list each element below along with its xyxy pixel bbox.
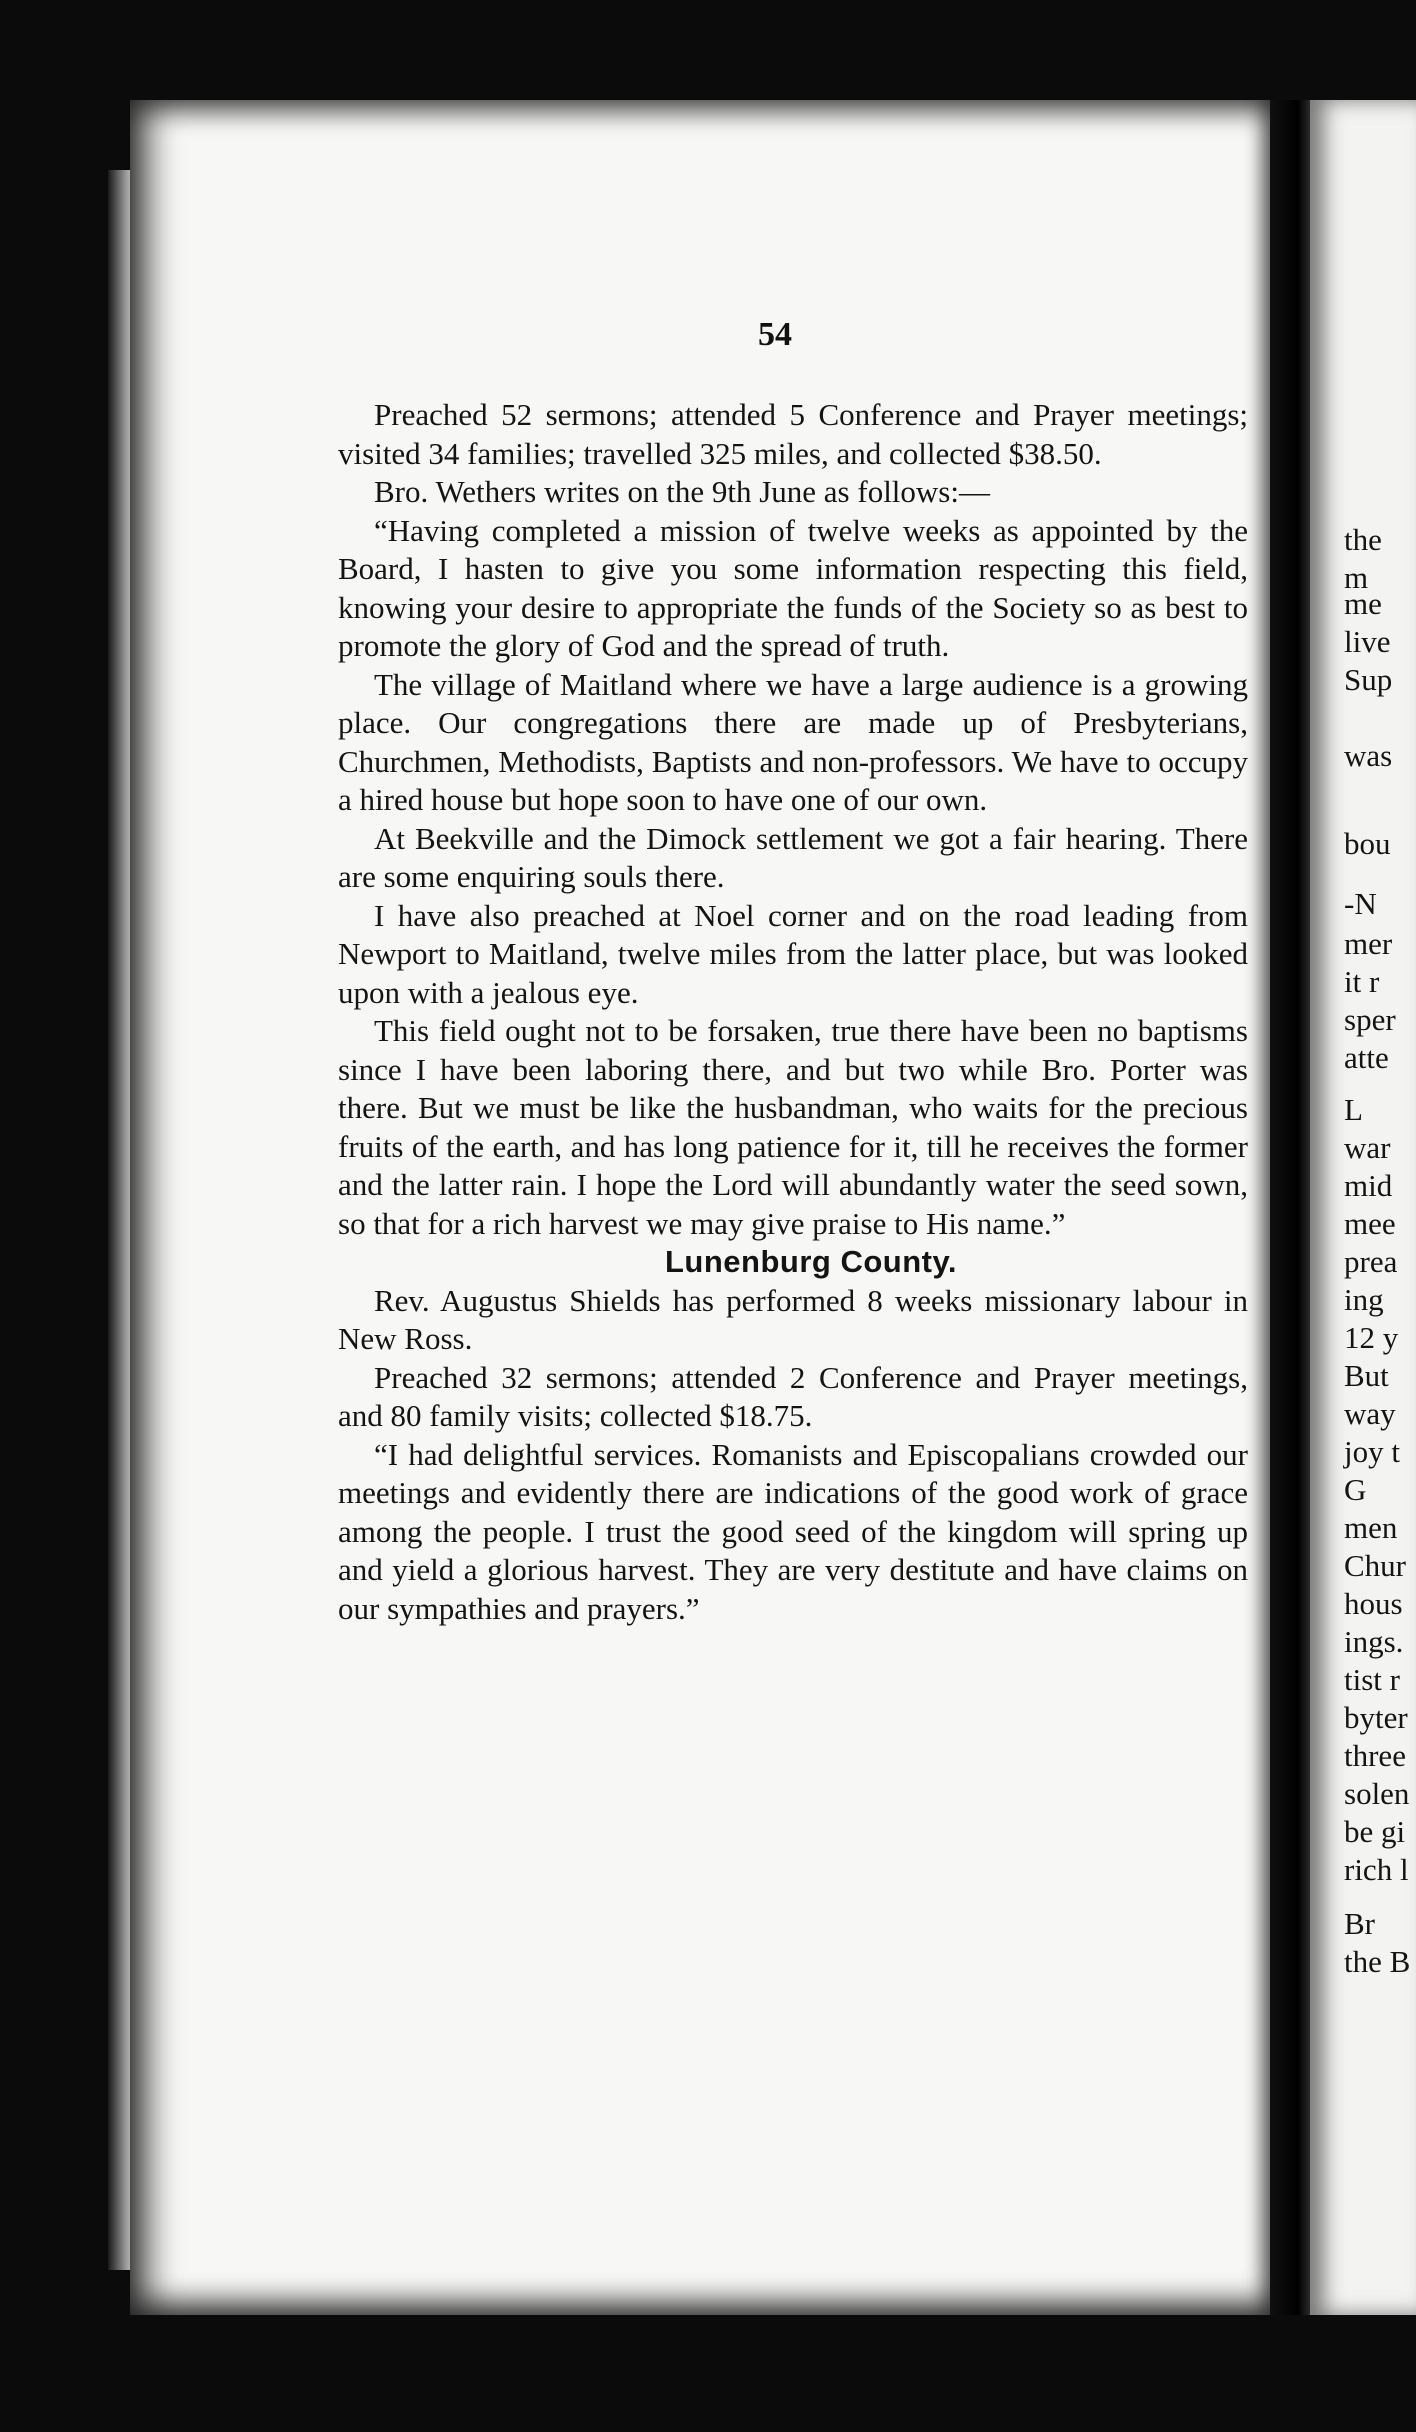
adjacent-page-fragment: way xyxy=(1344,1396,1396,1431)
adjacent-page-fragment: the xyxy=(1344,522,1382,557)
adjacent-page-fragment: ings. xyxy=(1344,1624,1404,1659)
adjacent-page-fragment: Chur xyxy=(1344,1548,1406,1583)
paragraph: The village of Maitland where we have a large audience is a growing place. Our congregations there are made up of Presbyterians, Churchmen, Methodists, Baptists and non-professors. We have to occupy a hired house but hope soon to have one of our own. xyxy=(338,666,1248,817)
adjacent-page-fragment: hous xyxy=(1344,1586,1403,1621)
adjacent-page-edge xyxy=(1310,100,1416,2315)
adjacent-page-fragment: Br xyxy=(1344,1906,1375,1941)
adjacent-page-fragment: byter xyxy=(1344,1700,1408,1735)
adjacent-page-fragment: me xyxy=(1344,586,1382,621)
adjacent-page-fragment: mer xyxy=(1344,926,1393,961)
paragraph: At Beekville and the Dimock settlement we got a fair hearing. There are some enquiring souls there. xyxy=(338,820,1248,894)
adjacent-page-fragment: -N xyxy=(1344,886,1377,921)
adjacent-page-fragment: live xyxy=(1344,624,1391,659)
adjacent-page-fragment: joy t xyxy=(1344,1434,1400,1469)
adjacent-page-fragment: mee xyxy=(1344,1206,1396,1241)
adjacent-page-fragment: men xyxy=(1344,1510,1398,1545)
adjacent-page-fragment: rich l xyxy=(1344,1852,1409,1887)
paragraph: I have also preached at Noel corner and on the road leading from Newport to Maitland, twelve miles from the latter place, but was looked upon with a jealous eye. xyxy=(338,897,1248,1010)
paragraph: Rev. Augustus Shields has performed 8 weeks missionary labour in New Ross. xyxy=(338,1282,1248,1356)
page-number: 54 xyxy=(758,316,792,353)
adjacent-page-fragment: the B xyxy=(1344,1944,1411,1979)
adjacent-page-fragment: Sup xyxy=(1344,662,1393,697)
adjacent-page-fragment: it r xyxy=(1344,964,1380,999)
adjacent-page-fragment: tist r xyxy=(1344,1662,1400,1697)
adjacent-page-fragment: L xyxy=(1344,1092,1363,1127)
adjacent-page-fragment: three xyxy=(1344,1738,1406,1773)
adjacent-page-fragment: war xyxy=(1344,1130,1391,1165)
page-body xyxy=(338,396,1248,1628)
book-gutter xyxy=(1270,100,1310,2315)
adjacent-page-fragment: m xyxy=(1344,560,1369,595)
paragraph: “I had delightful services. Romanists and Episcopalians crowded our meetings and evidently there are indications of the good work of grace among the people. I trust the good seed of the kingdom will spring up and yield a glorious harvest. They are very destitute and have claims on our sympathies and prayers.” xyxy=(338,1436,1248,1626)
adjacent-page-fragment: be gi xyxy=(1344,1814,1406,1849)
paragraph: Bro. Wethers writes on the 9th June as follows:— xyxy=(374,474,990,509)
paragraph: Preached 32 sermons; attended 2 Conference and Prayer meetings, and 80 family visits; collected $18.75. xyxy=(338,1359,1248,1433)
adjacent-page-fragment: But xyxy=(1344,1358,1389,1393)
paragraph: “Having completed a mission of twelve weeks as appointed by the Board, I hasten to give you some information respecting this field, knowing your desire to appropriate the funds of the Society so as best to promote the glory of God and the spread of truth. xyxy=(338,512,1248,663)
section-heading: Lunenburg County. xyxy=(664,1244,958,1279)
adjacent-page-fragment: solen xyxy=(1344,1776,1410,1811)
adjacent-page-fragment: G xyxy=(1344,1472,1367,1507)
paragraph: Preached 52 sermons; attended 5 Conference and Prayer meetings; visited 34 families; travelled 325 miles, and collected $38.50. xyxy=(338,397,1248,471)
paragraph: This field ought not to be forsaken, true there have been no baptisms since I have been laboring there, and but two while Bro. Porter was there. But we must be like the husbandman, who waits for the precious fruits of the earth, and has long patience for it, till he receives the former and the latter rain. I hope the Lord will abundantly water the seed sown, so that for a rich harvest we may give praise to His name.” xyxy=(338,1013,1248,1241)
adjacent-page-fragment: sper xyxy=(1344,1002,1396,1037)
adjacent-page-fragment: mid xyxy=(1344,1168,1393,1203)
adjacent-page-fragment: ing xyxy=(1344,1282,1384,1317)
adjacent-page-fragment: was xyxy=(1344,738,1393,773)
adjacent-page-fragment: prea xyxy=(1344,1244,1398,1279)
adjacent-page-fragment: bou xyxy=(1344,826,1391,861)
adjacent-page-fragment: 12 y xyxy=(1344,1320,1399,1355)
adjacent-page-fragment: atte xyxy=(1344,1040,1389,1075)
